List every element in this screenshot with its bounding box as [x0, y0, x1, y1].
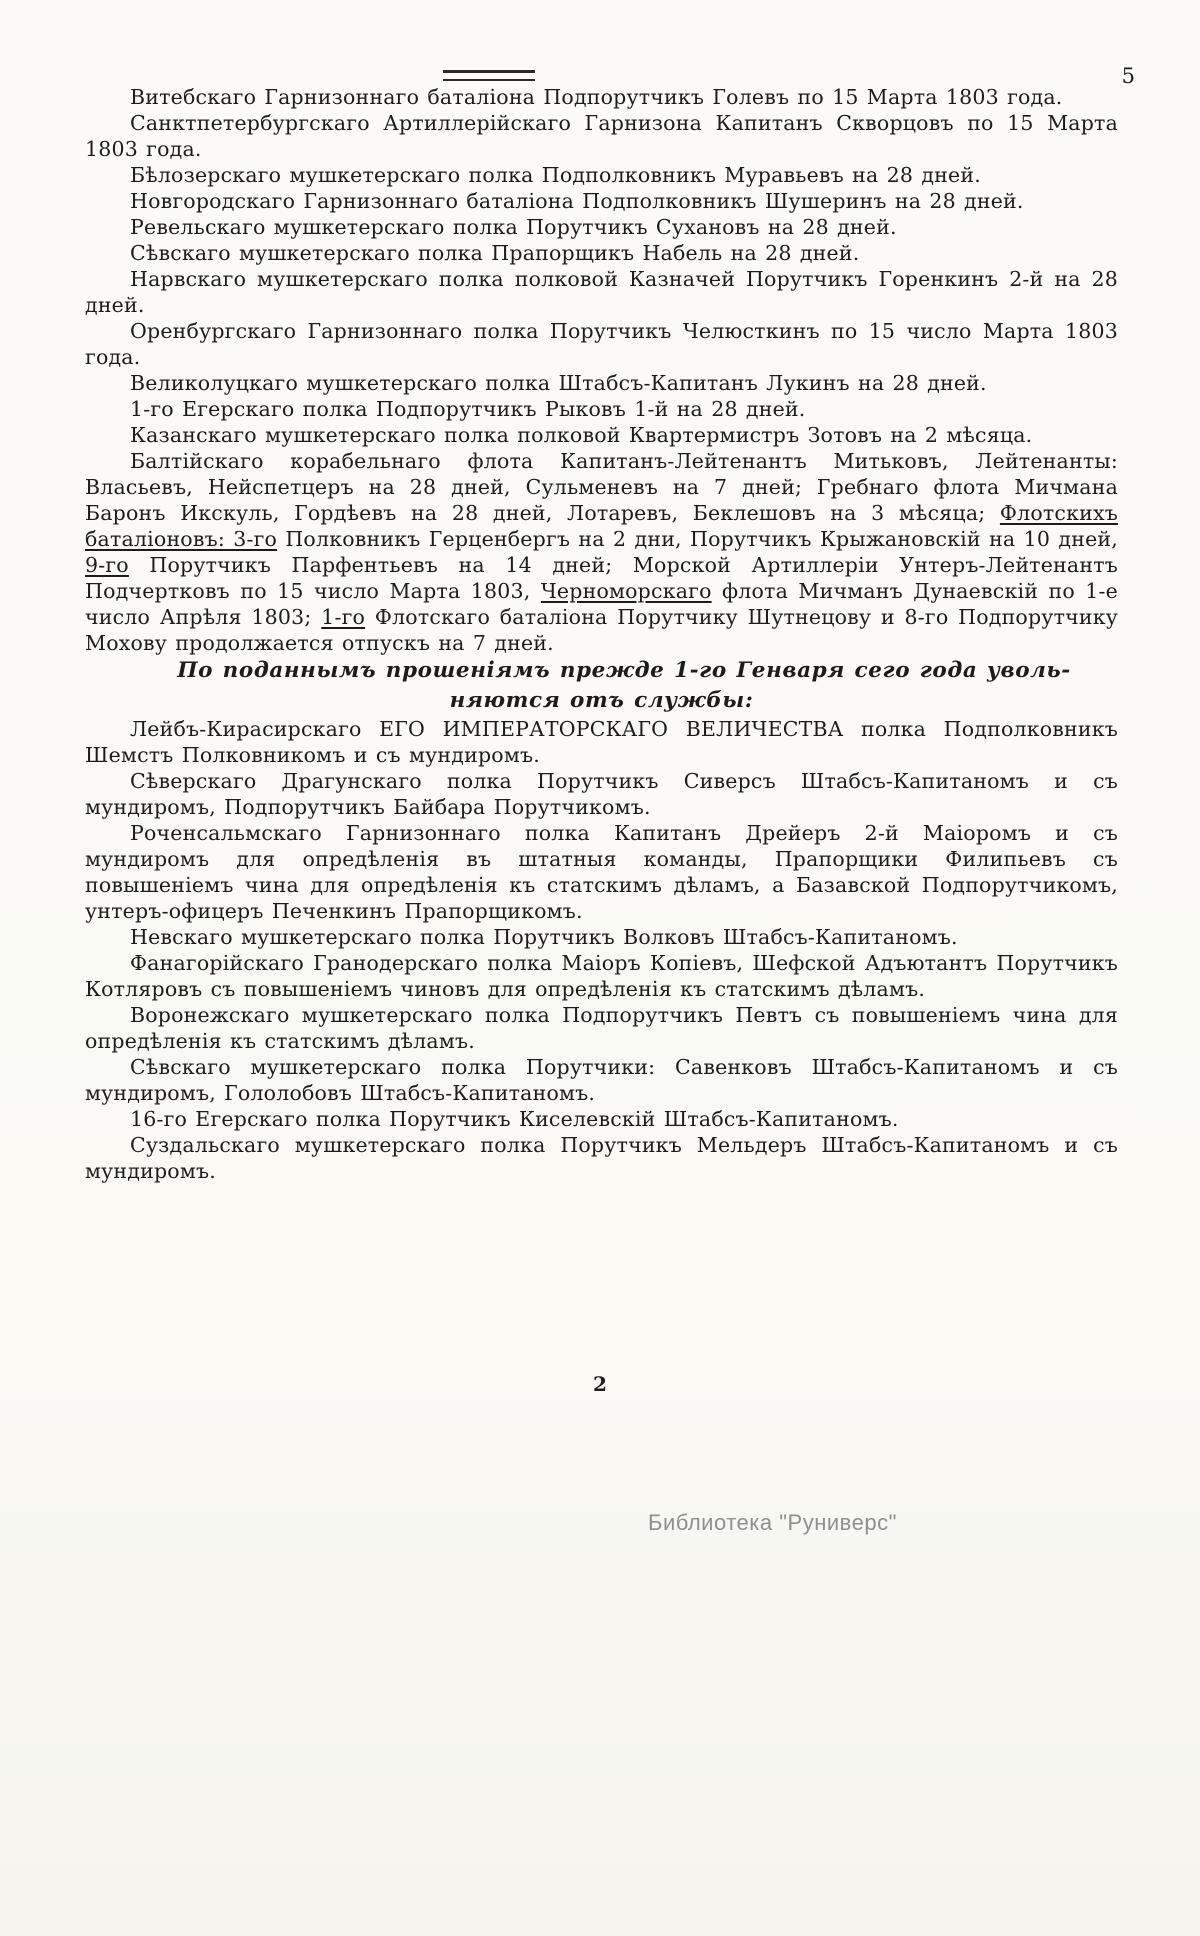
fleet-segment: Полковникъ Герценбергъ на 2 дни, Порутчикъ Крыжановскій на 10 дней,: [277, 527, 1118, 551]
fleet-segment-underlined: 9-го: [85, 553, 129, 577]
paragraph: Витебскаго Гарнизоннаго баталіона Подпорутчикъ Голевъ по 15 Марта 1803 года.: [130, 85, 1063, 109]
paragraph: Великолуцкаго мушкетерскаго полка Штабсъ-Капитанъ Лукинъ на 28 дней.: [130, 371, 987, 395]
paragraph: Воронежскаго мушкетерскаго полка Подпорутчикъ Певтъ съ повышеніемъ чина для опредѣленія къ статскимъ дѣламъ.: [85, 1003, 1118, 1053]
paragraph: Ревельскаго мушкетерскаго полка Порутчикъ Сухановъ на 28 дней.: [130, 215, 897, 239]
paragraph: Суздальскаго мушкетерскаго полка Порутчикъ Мельдеръ Штабсъ-Капитаномъ и съ мундиромъ.: [85, 1133, 1118, 1183]
fleet-segment: Балтійскаго корабельнаго флота Капитанъ-Лейтенантъ Митьковъ, Лейтенанты: Власьевъ, Нейспетцеръ на 28 дней, Сульменевъ на 7 дней; Гребнаго флота Мичмана Баронъ Икскуль, Гордѣевъ на 28 дней, Лотаревъ, Беклешовъ на 3 мѣсяца;: [85, 449, 1118, 525]
paragraph: Сѣвскаго мушкетерскаго полка Порутчики: Савенковъ Штабсъ-Капитаномъ и съ мундиромъ, Гололобовъ Штабсъ-Капитаномъ.: [85, 1055, 1118, 1105]
fleet-segment: Порутчикъ Парфентьевъ на 14 дней; Морской Артиллеріи Унтеръ-Лейтенантъ Подчертковъ по 15 число Марта 1803,: [85, 553, 1118, 603]
paragraph: 1-го Егерскаго полка Подпорутчикъ Рыковъ 1-й на 28 дней.: [130, 397, 806, 421]
header-divider-rule: [443, 70, 535, 81]
section-heading-line2: няются отъ службы:: [449, 688, 754, 713]
paragraph: Лейбъ-Кирасирскаго ЕГО ИМПЕРАТОРСКАГО ВЕЛИЧЕСТВА полка Подполковникъ Шемстъ Полковникомъ и съ мундиромъ.: [85, 717, 1118, 767]
fleet-segment: Флотскаго баталіона Порутчику Шутнецову и 8-го Подпорутчику Мохову продолжается отпускъ на 7 дней.: [85, 605, 1118, 655]
fleet-segment-underlined: Черноморскаго: [540, 579, 712, 603]
paragraph: 16-го Егерскаго полка Порутчикъ Киселевскій Штабсъ-Капитаномъ.: [130, 1107, 899, 1131]
paragraph: Нарвскаго мушкетерскаго полка полковой Казначей Порутчикъ Горенкинъ 2-й на 28 дней.: [85, 267, 1118, 317]
paragraph: Казанскаго мушкетерскаго полка полковой Квартермистръ Зотовъ на 2 мѣсяца.: [130, 423, 1033, 447]
fleet-segment: флота Мичманъ Дунаевскій по 1-е число Апрѣля 1803;: [85, 579, 1118, 629]
paragraph: Невскаго мушкетерскаго полка Порутчикъ Волковъ Штабсъ-Капитаномъ.: [130, 925, 958, 949]
signature-mark: 2: [593, 1372, 607, 1396]
paragraph-fleet: [85, 448, 1118, 656]
page-text-block: [85, 84, 1118, 1184]
section-heading: [85, 656, 1118, 716]
fleet-segment-underlined: 1-го: [321, 605, 366, 629]
paragraph: Оренбургскаго Гарнизоннаго полка Порутчикъ Челюсткинъ по 15 число Марта 1803 года.: [85, 319, 1118, 369]
paragraph: Санктпетербургскаго Артиллерійскаго Гарнизона Капитанъ Скворцовъ по 15 Марта 1803 года.: [85, 111, 1118, 161]
paragraph: Роченсальмскаго Гарнизоннаго полка Капитанъ Дрейеръ 2-й Маіоромъ и съ мундиромъ для опредѣленія въ штатныя команды, Прапорщики Филипьевъ съ повышеніемъ чина для опредѣленія къ статскимъ дѣламъ, а Базавской Подпорутчикомъ, унтеръ-офицеръ Печенкинъ Прапорщикомъ.: [85, 821, 1118, 923]
paragraph: Сѣвскаго мушкетерскаго полка Прапорщикъ Набель на 28 дней.: [130, 241, 860, 265]
paragraph: Сѣверскаго Драгунскаго полка Порутчикъ Сиверсъ Штабсъ-Капитаномъ и съ мундиромъ, Подпорутчикъ Байбара Порутчикомъ.: [85, 769, 1118, 819]
paragraph: Новгородскаго Гарнизоннаго баталіона Подполковникъ Шушеринъ на 28 дней.: [130, 189, 1024, 213]
library-watermark: Библиотека "Руниверс": [648, 1510, 897, 1535]
paragraph: Фанагорійскаго Гранодерскаго полка Маіоръ Копіевъ, Шефской Адъютантъ Порутчикъ Котляровъ съ повышеніемъ чиновъ для опредѣленія къ статскимъ дѣламъ.: [85, 951, 1118, 1001]
page-number: 5: [1121, 64, 1136, 88]
paragraph: Бѣлозерскаго мушкетерскаго полка Подполковникъ Муравьевъ на 28 дней.: [130, 163, 981, 187]
section-heading-line1: По поданнымъ прошеніямъ прежде 1-го Генваря сего года уволь-: [177, 658, 1071, 683]
fleet-segment-underlined: Флотскихъ баталіоновъ: 3-го: [85, 501, 1118, 551]
